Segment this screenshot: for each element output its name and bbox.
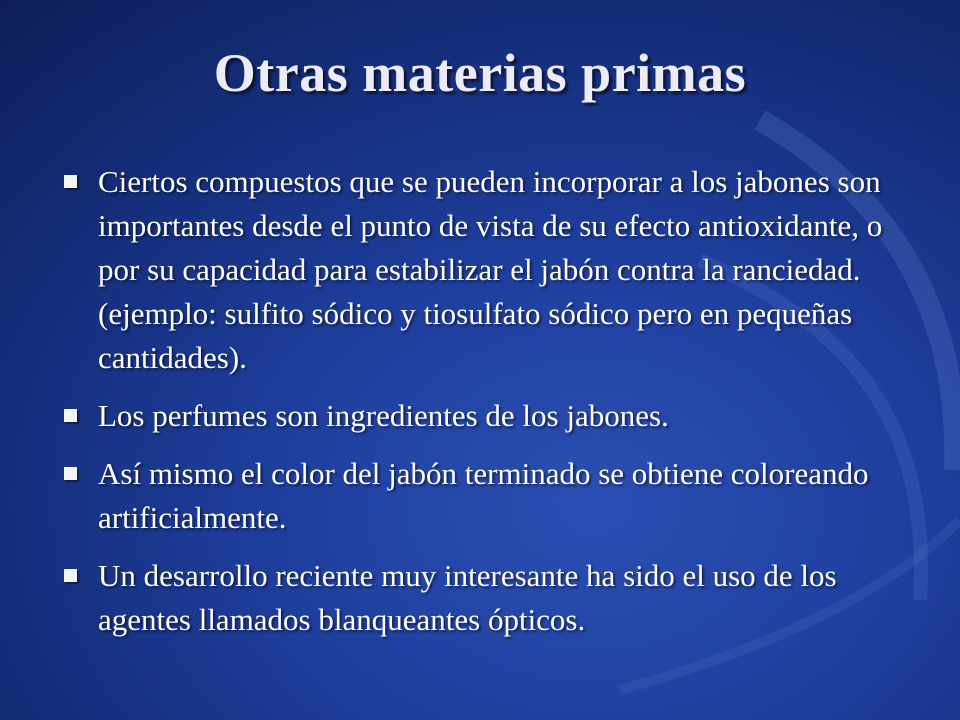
square-bullet-icon [64, 175, 77, 188]
bullet-list [62, 160, 912, 656]
square-bullet-icon [64, 569, 77, 582]
bullet-item [62, 394, 912, 438]
bullet-text: Un desarrollo reciente muy interesante ha sido el uso de los agentes llamados blanqueantes ópticos. [98, 558, 837, 637]
bullet-item [62, 452, 912, 540]
bullet-item [62, 160, 912, 380]
bullet-item [62, 554, 912, 642]
slide-title: Otras materias primas [213, 43, 747, 103]
bullet-text: Ciertos compuestos que se pueden incorporar a los jabones son importantes desde el punto de vista de su efecto antioxidante, o por su capacidad para estabilizar el jabón contra la ranciedad. (ejemplo: sulfito sódico y tiosulfato sódico pero en pequeñas cantidades). [98, 164, 883, 375]
bullet-text: Los perfumes son ingredientes de los jabones. [98, 398, 669, 433]
square-bullet-icon [64, 467, 77, 480]
bullet-text: Así mismo el color del jabón terminado se obtiene coloreando artificialmente. [98, 456, 869, 535]
square-bullet-icon [64, 409, 77, 422]
